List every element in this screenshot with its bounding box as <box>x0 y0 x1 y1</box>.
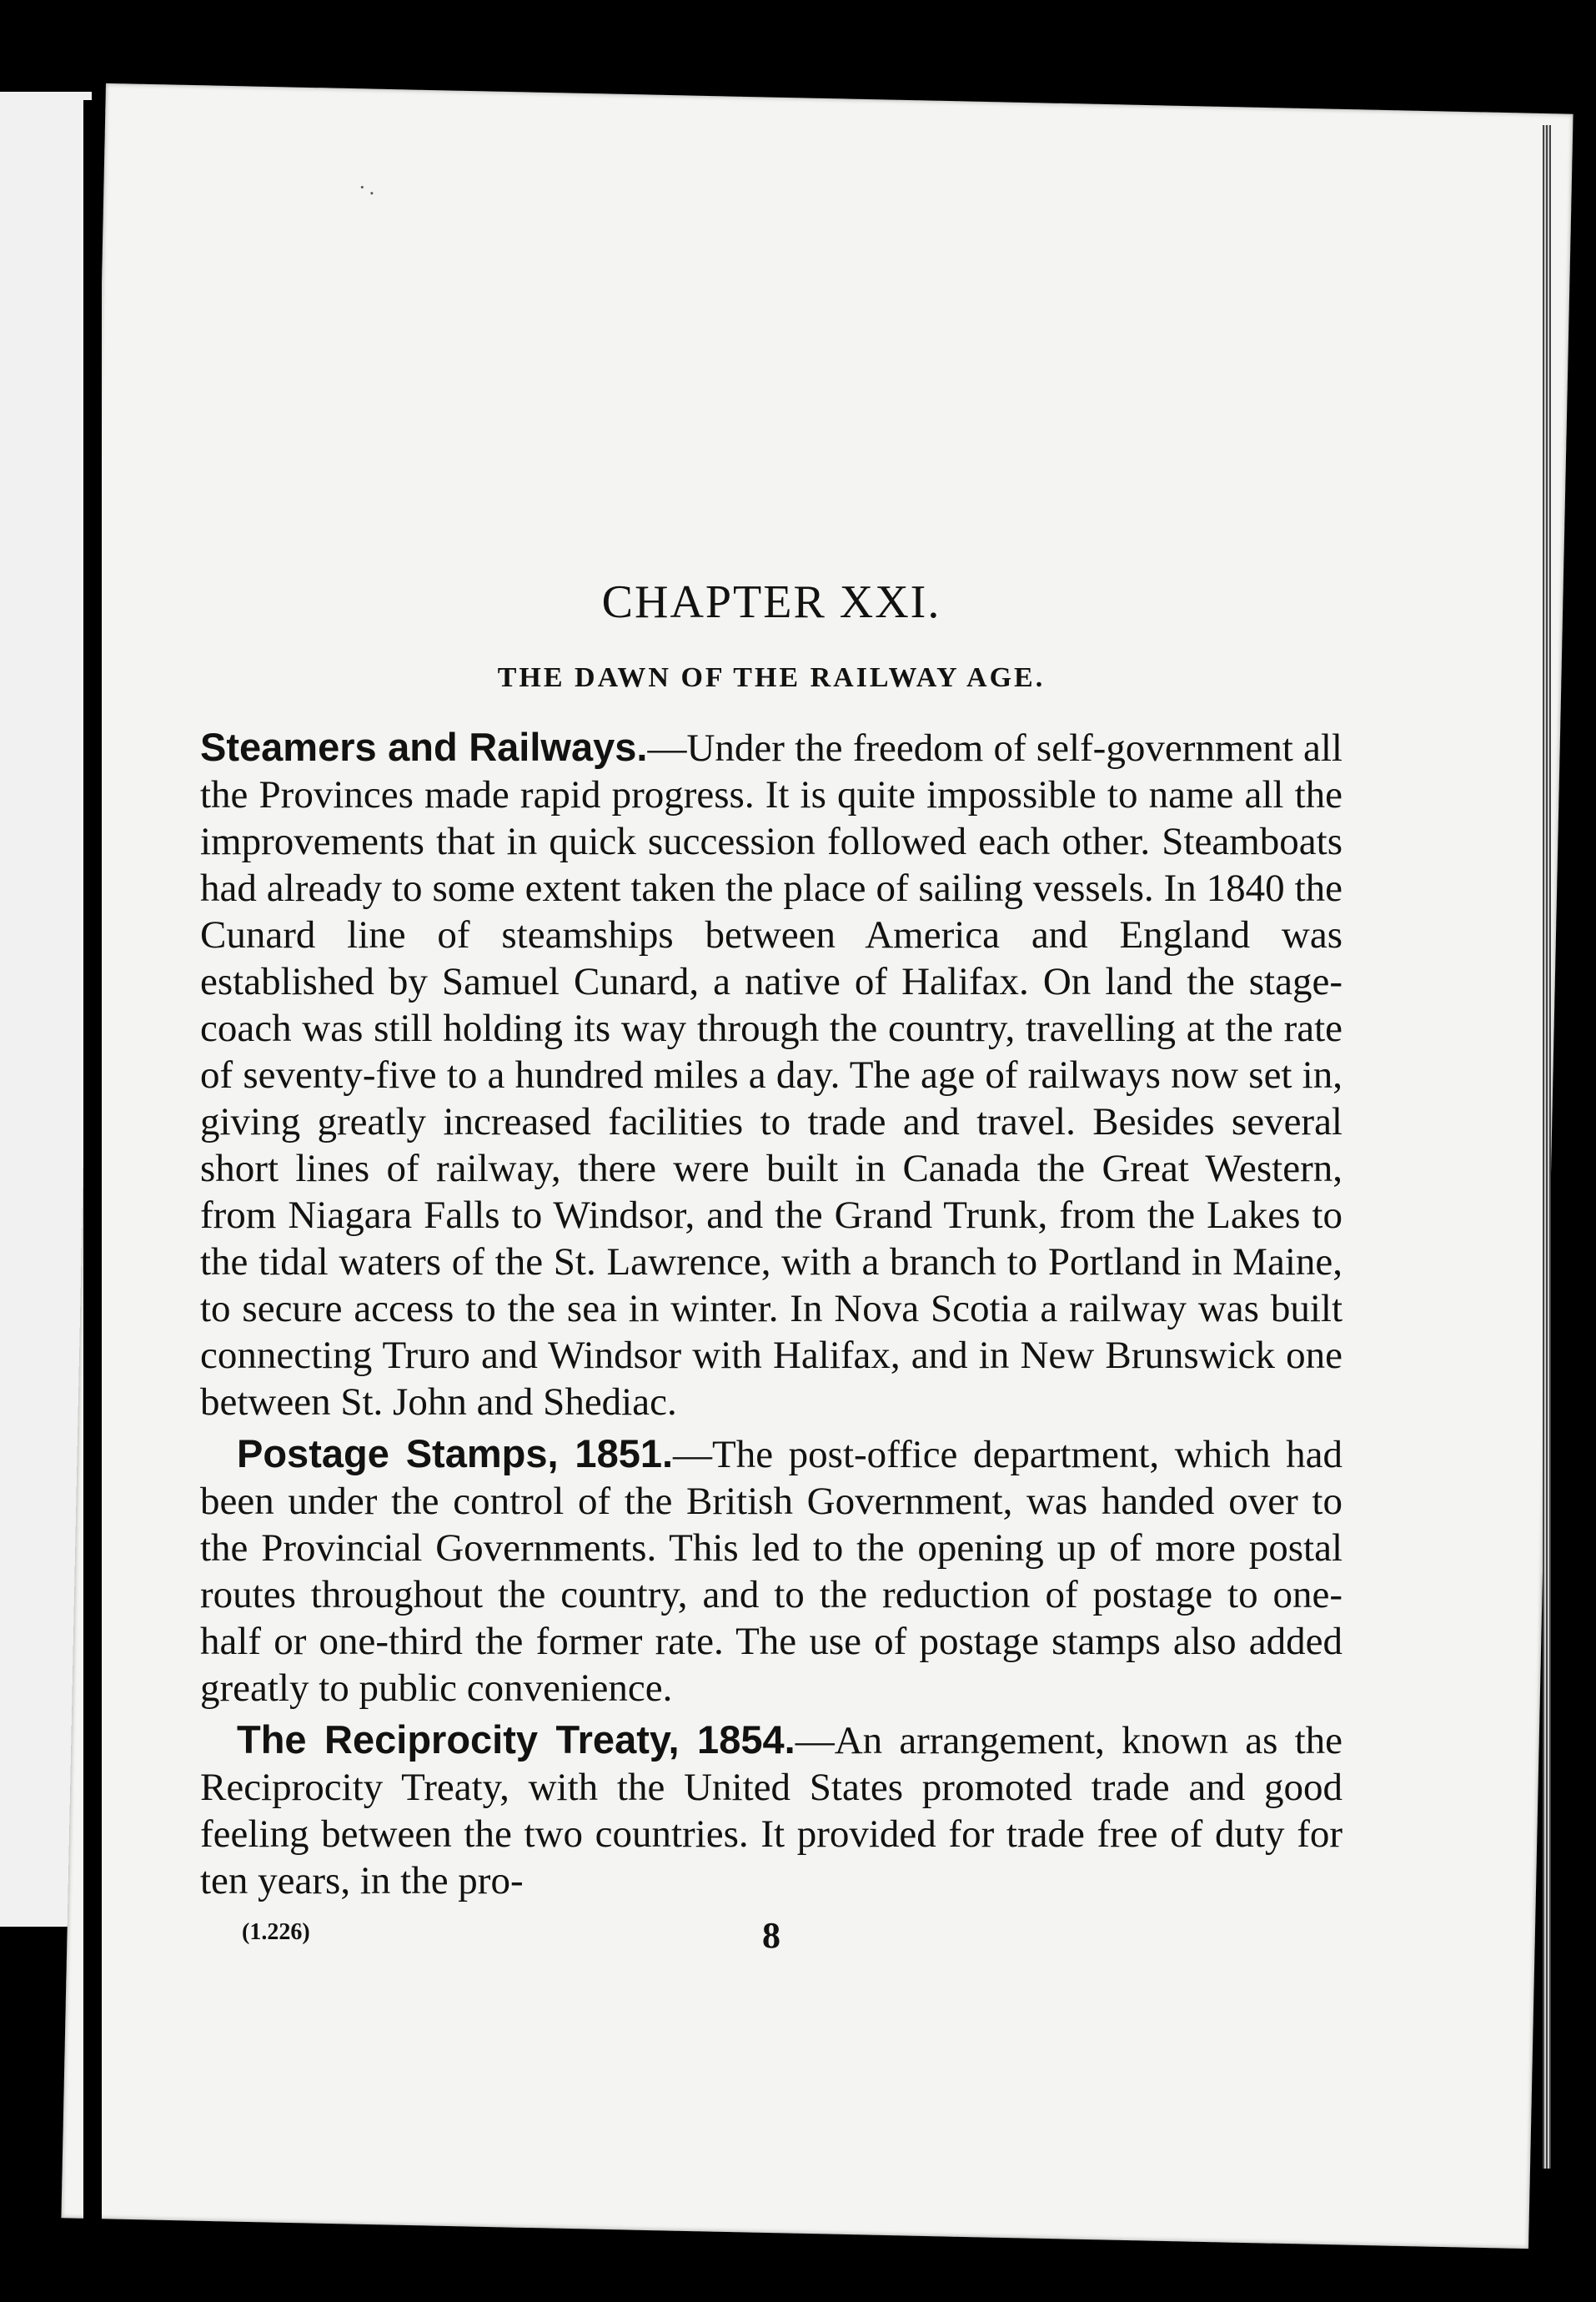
section-text: —Under the freedom of self-government all the Provinces made rapid progress. It is quite impossible to name all the improvements that in quick succession followed each other. Steamboats had already to some extent taken the place of sailing vessels. In 1840 the Cunard line of steamships between America and England was established by Samuel Cunard, a native of Halifax. On land the stage-coach was still holding its way through the country, travelling at the rate of seventy-five to a hundred miles a day. The age of railways now set in, giving greatly increased facilities to trade and travel. Besides several short lines of railway, there were built in Canada the Great Western, from Niagara Falls to Windsor, and the Grand Trunk, from the Lakes to the tidal waters of the St. Lawrence, with a branch to Portland in Maine, to secure access to the sea in winter. In Nova Scotia a railway was built connecting Truro and Windsor with Halifax, and in New Brunswick one between St. John and Shediac. <box>200 726 1343 1424</box>
page-content <box>200 576 1343 1961</box>
scan-marks: ·. <box>359 175 379 199</box>
page-edges <box>1543 125 1551 2169</box>
section-text: —An arrangement, known as the Reciprocity Treaty, with the United States promoted trade and good feeling between the two countries. It provided for trade free of duty for ten years, in the pro- <box>200 1719 1343 1902</box>
printer-signature: (1.226) <box>242 1919 310 1945</box>
section-steamers-railways <box>200 724 1343 1425</box>
page-number: 8 <box>762 1915 780 1956</box>
section-heading: The Reciprocity Treaty, 1854. <box>237 1717 795 1762</box>
page-footer <box>200 1911 1343 1961</box>
section-heading: Postage Stamps, 1851. <box>237 1431 674 1475</box>
section-text: —The post-office department, which had been under the control of the British Government, was handed over to the Provincial Governments. This led to the opening up of more postal routes throughout the country, and to the reduction of postage to one-half or one-third the former rate. The use of postage stamps also added greatly to public convenience. <box>200 1433 1343 1710</box>
book-binding <box>83 100 102 2227</box>
section-postage-stamps <box>200 1430 1343 1711</box>
section-reciprocity-treaty <box>200 1716 1343 1904</box>
section-heading: Steamers and Railways. <box>200 725 648 769</box>
chapter-subtitle: THE DAWN OF THE RAILWAY AGE. <box>497 662 1046 693</box>
chapter-title: CHAPTER XXI. <box>601 576 941 628</box>
